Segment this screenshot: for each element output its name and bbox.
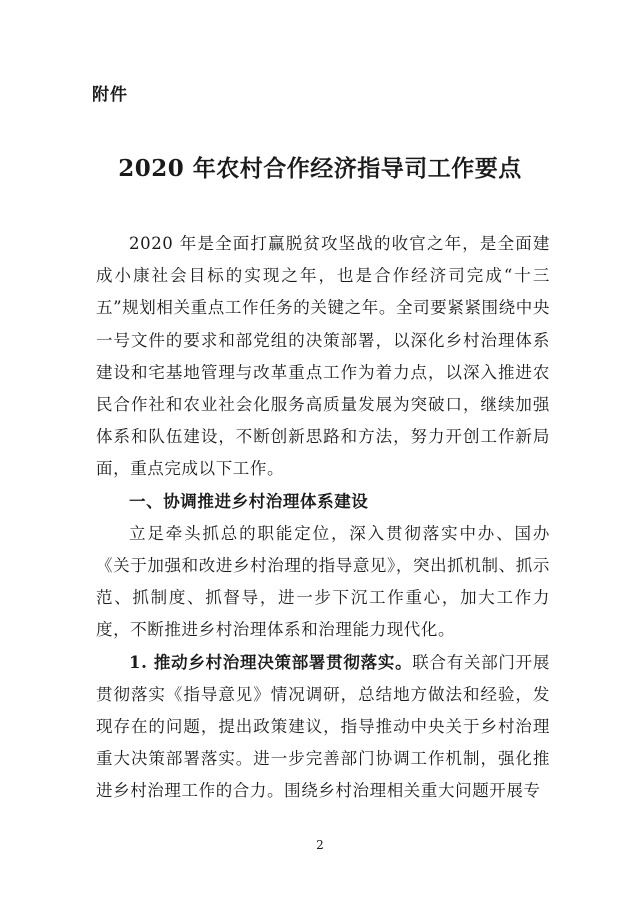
page-number: 2 xyxy=(316,838,324,852)
attachment-label: 附件 xyxy=(92,85,128,105)
document-title: 2020 年农村合作经济指导司工作要点 xyxy=(118,155,522,182)
document-body xyxy=(96,228,550,808)
section-1-paragraph: 立足牵头抓总的职能定位，深入贯彻落实中办、国办《关于加强和改进乡村治理的指导意见》，突出抓机制、抓示范、抓制度、抓督导，进一步下沉工作重心，加大工作力度，不断推进乡村治理体系和治理能力现代化。 xyxy=(96,523,550,640)
item-1-paragraph xyxy=(96,647,550,808)
section-heading-1: 一、协调推进乡村治理体系建设 xyxy=(129,491,369,511)
item-1-lead: 1. 推动乡村治理决策部署贯彻落实。 xyxy=(129,652,413,672)
item-1-text: 联合有关部门开展贯彻落实《指导意见》情况调研，总结地方做法和经验，发现存在的问题，提出政策建议，指导推动中央关于乡村治理重大决策部署落实。进一步完善部门协调工作机制，强化推进乡村治理工作的合力。围绕乡村治理相关重大问题开展专 xyxy=(96,652,550,801)
intro-paragraph: 2020 年是全面打赢脱贫攻坚战的收官之年，是全面建成小康社会目标的实现之年，也是合作经济司完成“十三五”规划相关重点工作任务的关键之年。全司要紧紧围绕中央一号文件的要求和部党组的决策部署，以深化乡村治理体系建设和宅基地管理与改革重点工作为着力点，以深入推进农民合作社和农业社会化服务高质量发展为突破口，继续加强体系和队伍建设，不断创新思路和方法，努力开创工作新局面，重点完成以下工作。 xyxy=(96,234,550,479)
